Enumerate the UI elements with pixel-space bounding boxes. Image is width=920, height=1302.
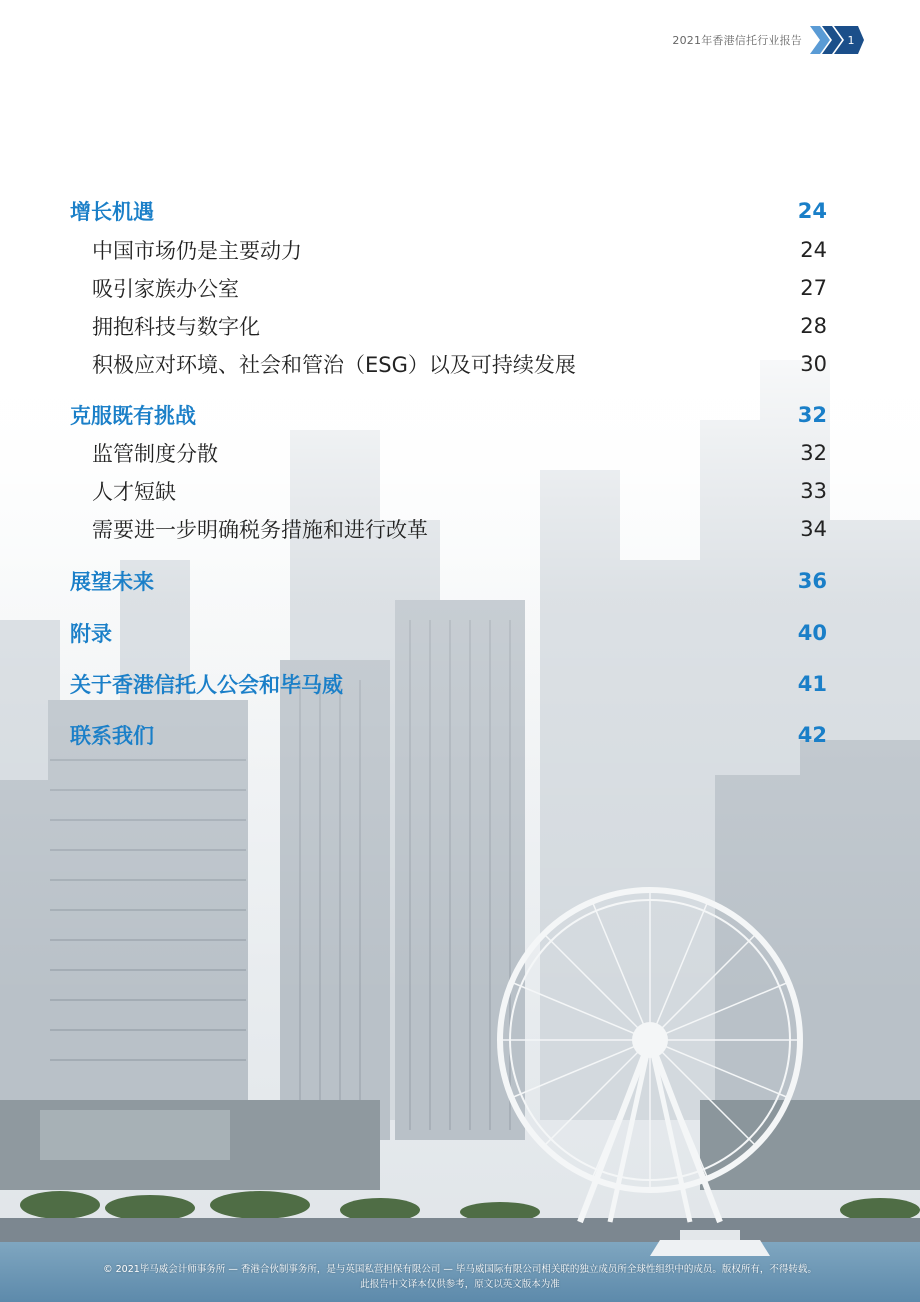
toc-page-number: 30 bbox=[800, 352, 827, 376]
toc-entry[interactable] bbox=[70, 618, 827, 648]
toc-entry[interactable] bbox=[70, 235, 827, 265]
toc-page-number: 27 bbox=[800, 276, 827, 300]
toc-entry[interactable] bbox=[70, 349, 827, 379]
toc-page-number: 33 bbox=[800, 479, 827, 503]
toc-entry[interactable] bbox=[70, 438, 827, 468]
toc-page-number: 34 bbox=[800, 517, 827, 541]
toc-page-number: 32 bbox=[800, 441, 827, 465]
toc-entry[interactable] bbox=[70, 669, 827, 699]
toc-page-number: 40 bbox=[797, 621, 827, 645]
toc-section-title: 关于香港信托人公会和毕马威 bbox=[70, 673, 343, 697]
toc-entry[interactable] bbox=[70, 566, 827, 596]
toc-subsection-title: 监管制度分散 bbox=[92, 442, 218, 466]
toc-page-number: 28 bbox=[800, 314, 827, 338]
toc-entry[interactable] bbox=[70, 514, 827, 544]
toc-entry[interactable] bbox=[70, 196, 827, 226]
report-title: 2021年香港信托行业报告 bbox=[672, 34, 802, 47]
toc-page-number: 42 bbox=[797, 723, 827, 747]
translation-disclaimer: 此报告中文译本仅供参考，原文以英文版本为准 bbox=[360, 1279, 560, 1290]
toc-subsection-title: 中国市场仍是主要动力 bbox=[92, 239, 302, 263]
toc-page-number: 24 bbox=[800, 238, 827, 262]
toc-entry[interactable] bbox=[70, 720, 827, 750]
toc-entry[interactable] bbox=[70, 400, 827, 430]
toc-subsection-title: 需要进一步明确税务措施和进行改革 bbox=[92, 518, 428, 542]
copyright-footer bbox=[0, 1262, 920, 1292]
copyright-notice: © 2021毕马威会计师事务所 — 香港合伙制事务所，是与英国私营担保有限公司 — 毕马威国际有限公司相关联的独立成员所全球性组织中的成员。版权所有，不得转载。 bbox=[103, 1264, 817, 1275]
toc-section-title: 联系我们 bbox=[70, 724, 154, 748]
toc-section-title: 克服既有挑战 bbox=[70, 404, 196, 428]
toc-section-title: 附录 bbox=[70, 622, 112, 646]
toc-subsection-title: 人才短缺 bbox=[92, 480, 176, 504]
toc-subsection-title: 吸引家族办公室 bbox=[92, 277, 239, 301]
toc-entry[interactable] bbox=[70, 476, 827, 506]
toc-page-number: 36 bbox=[797, 569, 827, 593]
toc-page-number: 32 bbox=[797, 403, 827, 427]
toc-section-title: 展望未来 bbox=[70, 570, 154, 594]
toc-page-number: 41 bbox=[797, 672, 827, 696]
toc-page-number: 24 bbox=[797, 199, 827, 223]
page-header bbox=[672, 26, 864, 54]
page-number: 1 bbox=[847, 33, 855, 47]
toc-subsection-title: 积极应对环境、社会和管治（ESG）以及可持续发展 bbox=[92, 353, 576, 377]
toc-section-title: 增长机遇 bbox=[70, 200, 154, 224]
toc-entry[interactable] bbox=[70, 273, 827, 303]
toc-entry[interactable] bbox=[70, 311, 827, 341]
toc-subsection-title: 拥抱科技与数字化 bbox=[92, 315, 260, 339]
